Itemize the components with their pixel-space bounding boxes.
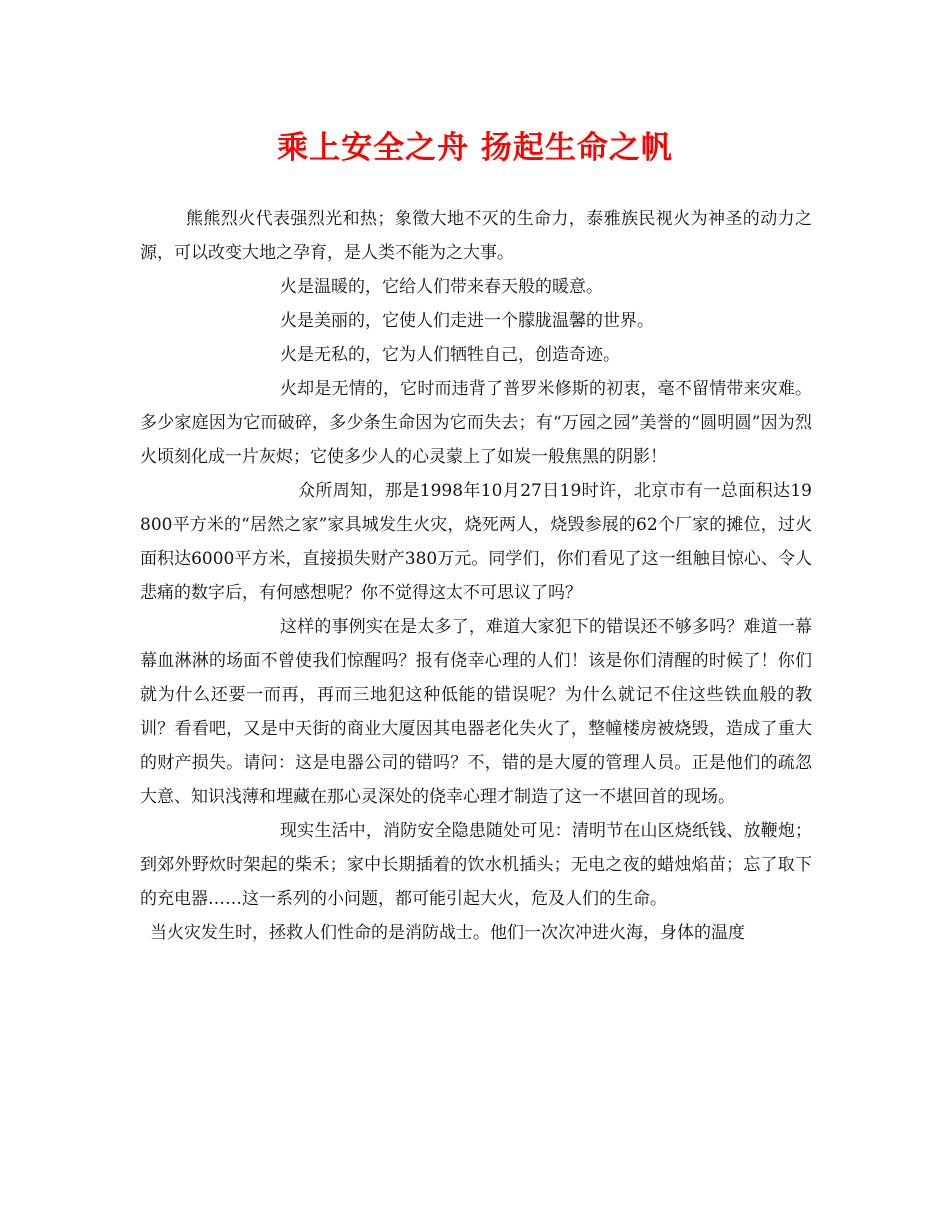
paragraph-6: 众所周知，那是1998年10月27日19时许，北京市有一总面积达19800平方米的“居然之家”家具城发生火灾，烧死两人，烧毁参展的62个厂家的摊位，过火面积达6000平方米，直接损失财产380万元。同学们，你们看见了这一组触目惊心、令人悲痛的数字后，有何感想呢？你不觉得这太不可思议了吗？ [140, 481, 812, 603]
paragraph-7: 这样的事例实在是太多了，难道大家犯下的错误还不够多吗？难道一幕幕血淋淋的场面不曾使我们惊醒吗？报有侥幸心理的人们！该是你们清醒的时候了！你们就为什么还要一而再，再而三地犯这种低能的错误呢？为什么就记不住这些铁血般的教训？看看吧，又是中天街的商业大厦因其电器老化失火了，整幢楼房被烧毁，造成了重大的财产损失。请问：这是电器公司的错吗？不，错的是大厦的管理人员。正是他们的疏忽大意、知识浅薄和埋藏在那心灵深处的侥幸心理才制造了这一不堪回首的现场。 [140, 617, 812, 807]
document-body [140, 202, 812, 950]
paragraph-8: 现实生活中，消防安全隐患随处可见：清明节在山区烧纸钱、放鞭炮；到郊外野炊时架起的柴禾；家中长期插着的饮水机插头；无电之夜的蜡烛焰苗；忘了取下的充电器……这一系列的小问题，都可能引起大火，危及人们的生命。 [140, 821, 812, 909]
paragraph-2: 火是温暖的，它给人们带来春天般的暖意。 [280, 277, 603, 297]
paragraph-4: 火是无私的，它为人们牺牲自己，创造奇迹。 [280, 345, 620, 365]
document-title: 乘上安全之舟 扬起生命之帆 [277, 130, 673, 166]
paragraph-9: 当火灾发生时，拯救人们性命的是消防战士。他们一次次冲进火海，身体的温度 [150, 923, 745, 943]
paragraph-5: 火却是无情的，它时而违背了普罗米修斯的初衷，毫不留情带来灾难。多少家庭因为它而破碎，多少条生命因为它而失去；有“万园之园”美誉的“圆明圆”因为烈火顷刻化成一片灰烬；它使多少人的心灵蒙上了如炭一般焦黑的阴影！ [140, 379, 812, 467]
paragraph-1: 熊熊烈火代表强烈光和热；象徵大地不灭的生命力，泰雅族民视火为神圣的动力之源，可以改变大地之孕育，是人类不能为之大事。 [140, 209, 812, 263]
paragraph-3: 火是美丽的，它使人们走进一个朦胧温馨的世界。 [280, 311, 654, 331]
